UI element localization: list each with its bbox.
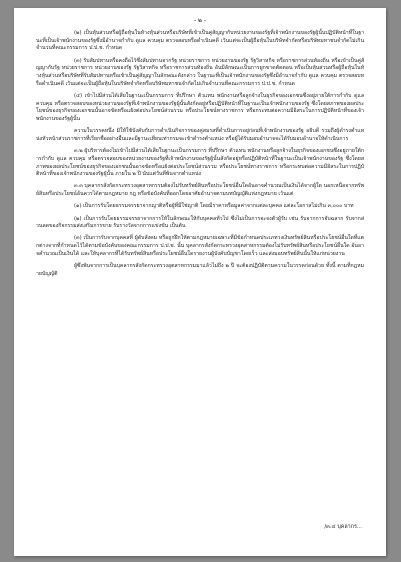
exception-paragraph: ความในวรรคหนึ่ง มิให้ใช้บังคับกับการดำเนินกิจการของคู่สมรสที่ดำเนินการอยู่ก่อนที่เจ้าพนักงานของรัฐ อธิบดี รวมถึงผู้ดำรงตำแหน่งหัวหน้าส่วนราชการที่เรียกชื่ออย่างอื่นและมีฐานะเทียบเท่ากรมจะเข้าดำรงตำแหน่ง หรือผู้ได้รับมอบอำนาจจะได้รับมอบอำนาจให้ดำเนินการ (36, 128, 364, 142)
former-staff-paragraph: ผู้ซึ่งพ้นจากการเป็นบุคลากรสังกัดกระทรวงอุตสาหกรรมมาแล้วไม่ถึง ๒ ปี จะต้องปฏิบัติตามความในวรรคก่อนด้วย ทั้งนี้ ตามที่กฎหมายบัญญัติ (36, 263, 364, 277)
continuation-marker: /๓.๔ บุคลากร... (324, 524, 362, 531)
exception-3: (๓) เป็นการรับจากบุคคลที่ ผู้ดับสังคม หรือถูกฝึกให้ตามกฎหมายเฉพาะที่มีข้อกำหนดประเภทวงเงินทรัพย์สินหรือประโยชน์อื่นใดที่แตกต่างจากที่กำหนดไว้ได้ตามข้อบังคับของคณะกรรมการ ป.ป.ช. นั้น บุคลากรสังกัดกระทรวงอุตสาหกรรมต้องไม่รับทรัพย์สินหรือประโยชน์อื่นใด อันอาจคำนวณเป็นเงินได้ และให้บุคลากรที่ได้รับทรัพย์สินหรือประโยชน์อื่นใดรายงานผู้บังคับบัญชาโดยเร็ว และส่งมอบทรัพย์สินนั้นให้แก่หน่วยงาน (36, 235, 364, 257)
page-number: - ๒ - (193, 17, 207, 24)
section-3-2: ๓.๒ ผู้บริหารต้องไม่เข้าไปมีส่วนได้เสียในฐานะเป็นกรรมการ ที่ปรึกษา ตัวแทน พนักงานหรือลูกจ้างในธุรกิจของเอกชนซึ่งอยู่ภายใต้การกำกับ ดูแล ควบคุม หรือตรวจสอบของหน่วยงานของรัฐที่เจ้าพนักงานของรัฐผู้นั้นสังกัดอยู่หรือปฏิบัติหน้าที่ในฐานะเป็นเจ้าพนักงานของรัฐ ซึ่งโดยสภาพของผลประโยชน์ของธุรกิจของเอกชนนั้นอาจขัดหรือแย้งต่อประโยชน์ส่วนรวม หรือประโยชน์ทางราชการ หรือกระทบต่อความมีอิสระในการปฏิบัติหน้าที่ของเจ้าพนักงานของรัฐผู้นั้น ภายใน ๒ ปี นับแต่วันที่พ้นจากตำแหน่ง (36, 148, 364, 178)
clause-2: (๒) เป็นหุ้นส่วนหรือผู้ถือหุ้นในห้างหุ้นส่วนหรือบริษัทที่เข้าเป็นคู่สัญญากับหน่วยงานของรัฐที่เจ้าพนักงานของรัฐผู้นั้นปฏิบัติหน้าที่ในฐานะที่เป็นเจ้าพนักงานของรัฐซึ่งมีอำนาจกำกับ ดูแล ควบคุม ตรวจสอบหรือดำเนินคดี เว้นแต่จะเป็นผู้ถือหุ้นในบริษัทจำกัดหรือบริษัทมหาชนจำกัดไม่เกินจำนวนที่คณะกรรมการ ป.ป.ช. กำหนด (36, 30, 364, 52)
document-page (14, 8, 386, 556)
clause-4: (๔) เข้าไปมีส่วนได้เสียในฐานะเป็นกรรมการ ที่ปรึกษา ตัวแทน พนักงานหรือลูกจ้างในธุรกิจของเอกชนซึ่งอยู่ภายใต้การกำกับ ดูแล ควบคุม หรือตรวจสอบของหน่วยงานของรัฐที่เจ้าพนักงานของรัฐผู้นั้นสังกัดอยู่หรือปฏิบัติหน้าที่ในฐานะเป็นเจ้าพนักงานของรัฐ ซึ่งโดยสภาพของผลประโยชน์ของธุรกิจของเอกชนนั้นอาจขัดหรือแย้งต่อประโยชน์ส่วนรวม หรือประโยชน์ทางราชการ หรือกระทบต่อความมีอิสระในการปฏิบัติหน้าที่ของเจ้าพนักงานของรัฐผู้นั้น (36, 92, 364, 123)
section-3-3: ๓.๓ บุคลากรสังกัดกระทรวงอุตสาหกรรมต้องไม่รับทรัพย์สินหรือประโยชน์อื่นใดอันอาจคำนวณเป็นเงินได้จากผู้ใด นอกเหนือจากทรัพย์สินหรือประโยชน์อันควรได้ตามกฎหมาย กฎ หรือข้อบังคับที่ออกโดยอาศัยอำนาจตามบทบัญญัติแห่งกฎหมาย เว้นแต่ (36, 183, 364, 198)
exception-2: (๒) เป็นการรับโดยธรรมจรรยาจากการให้ในลักษณะให้กับบุคคลทั่วไป ซึ่งไม่เป็นการจะจงตัวผู้รับ เช่น รับจากการจับฉลาก รับจากส่วนลดของกิจกรรมส่งเสริมการขาย รับรางวัลจากการแข่งขัน เป็นต้น (36, 215, 364, 230)
exception-1: (๑) เป็นการรับโดยธรรมจรรยาจากญาติหรือผู้ที่มีใช่ญาติ โดยมีราคาหรือมูลค่าจากแต่ละบุคคล แต่ละโอกาสไม่เกิน ๓,๐๐๐ บาท (74, 203, 354, 210)
clause-3: (๓) รับสัมปทานหรือคงถือไว้ซึ่งสัมปทานจากรัฐ หน่วยราชการ หน่วยงานของรัฐ รัฐวิสาหกิจ หรือราชการส่วนท้องถิ่น หรือเข้าเป็นคู่สัญญากับรัฐ หน่วยราชการ หน่วยงานของรัฐ รัฐวิสาหกิจ หรือราชการส่วนท้องถิ่น อันมีลักษณะเป็นการผูกขาดตัดตอน หรือเป็นหุ้นส่วนหรือผู้ถือหุ้นในห้างหุ้นส่วนหรือบริษัทที่รับสัมปทานหรือเข้าเป็นคู่สัญญาในลักษณะดังกล่าว ในฐานะที่เป็นเจ้าพนักงานของรัฐซึ่งมีอำนาจกำกับ ดูแล ควบคุม ตรวจสอบหรือดำเนินคดี เว้นแต่จะเป็นผู้ถือหุ้นในบริษัทจำกัดหรือบริษัทมหาชนจำกัดไม่เกินจำนวนที่คณะกรรมการ ป.ป.ช. กำหนด (36, 57, 364, 87)
